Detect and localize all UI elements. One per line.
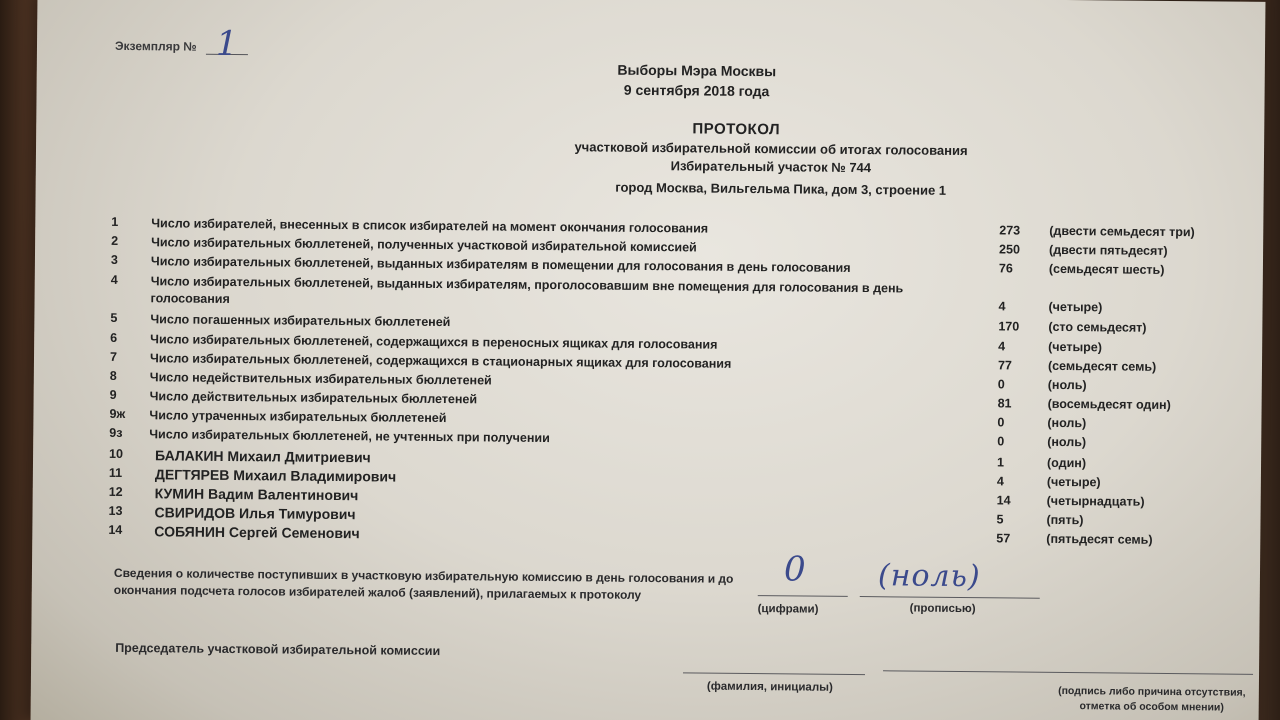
row-label: Число избирательных бюллетеней, полученных участковой избирательной комиссией: [151, 235, 697, 255]
row-number: 8: [109, 368, 117, 383]
row-value: 0: [997, 377, 1005, 392]
candidate-name: БАЛАКИН Михаил Дмитриевич: [155, 447, 371, 466]
row-number: 5: [110, 310, 118, 325]
row-number: 9з: [109, 425, 123, 440]
row-number: 11: [108, 465, 123, 480]
row-number: 2: [111, 233, 119, 248]
protocol-sheet: [31, 0, 1266, 720]
row-label: Число утраченных избирательных бюллетеней: [149, 408, 447, 426]
row-number: 12: [108, 484, 123, 499]
row-label: Число избирателей, внесенных в список избирателей на момент окончания голосования: [151, 216, 709, 236]
row-value-words: (семьдесят семь): [1047, 358, 1157, 374]
signature-caption: (подпись либо причина отсутствия, отметка об особом мнении): [1058, 684, 1246, 714]
election-title: Выборы Мэра Москвы: [617, 61, 777, 80]
row-value-words: (ноль): [1047, 434, 1087, 450]
row-value-words: (восемьдесят один): [1047, 396, 1171, 413]
complaints-text: Сведения о количестве поступивших в участковую избирательную комиссию в день голосования и до окончания подсчета голосов избирателей жалоб (заявлений), прилагаемых к протоколу: [113, 565, 734, 602]
row-number: 3: [110, 252, 118, 267]
row-value: 81: [997, 396, 1012, 411]
row-value-words: (ноль): [1047, 415, 1087, 431]
row-number: 10: [109, 446, 124, 461]
copy-label: Экземпляр №: [114, 38, 197, 54]
row-value: 4: [998, 339, 1006, 354]
copy-number-line: [114, 23, 248, 65]
protocol-subtitle: участковой избирательной комиссии об итогах голосования: [574, 139, 968, 159]
row-number: 14: [108, 522, 123, 537]
row-label: Число избирательных бюллетеней, содержащихся в переносных ящиках для голосования: [150, 332, 718, 352]
name-underline: [683, 672, 865, 675]
row-number: 13: [108, 503, 123, 518]
candidate-votes: 1: [996, 455, 1005, 470]
candidate-votes: 5: [996, 512, 1004, 527]
row-value-words: (четыре): [1048, 339, 1102, 355]
row-label: Число погашенных избирательных бюллетеней: [150, 312, 451, 330]
candidate-votes-words: (один): [1046, 455, 1087, 471]
candidate-name: КУМИН Вадим Валентинович: [154, 485, 359, 504]
copy-number-handwritten: 1: [206, 34, 248, 55]
row-value: 0: [997, 434, 1005, 449]
row-value: 0: [997, 415, 1005, 430]
name-caption: (фамилия, инициалы): [706, 680, 833, 694]
row-value-words: (двести пятьдесят): [1049, 242, 1168, 258]
candidate-votes-words: (пятьдесят семь): [1046, 531, 1153, 547]
row-label: Число избирательных бюллетеней, выданных избирателям в помещении для голосования в день голосования: [150, 254, 851, 275]
precinct-address: город Москва, Вильгельма Пика, дом 3, строение 1: [615, 179, 947, 198]
words-caption: (прописью): [909, 602, 976, 616]
row-label: Число избирательных бюллетеней, выданных избирателям, проголосовавшим вне помещения для голосования в день голосования: [150, 274, 904, 306]
row-value: 4: [998, 299, 1006, 314]
row-value-words: (ноль): [1047, 377, 1087, 393]
candidate-votes: 57: [996, 531, 1011, 546]
candidate-name: СОБЯНИН Сергей Семенович: [154, 523, 360, 542]
election-date: 9 сентября 2018 года: [623, 81, 770, 100]
digits-caption: (цифрами): [757, 603, 819, 616]
row-value-words: (двести семьдесят три): [1049, 223, 1195, 240]
protocol-title: ПРОТОКОЛ: [692, 120, 781, 139]
row-number: 9: [109, 387, 117, 402]
row-number: 7: [109, 349, 118, 364]
candidate-votes-words: (четырнадцать): [1046, 493, 1145, 509]
row-number: 6: [110, 330, 118, 345]
candidate-name: ДЕГТЯРЕВ Михаил Владимирович: [154, 466, 397, 485]
precinct-number: Избирательный участок № 744: [670, 158, 872, 176]
row-value: 170: [998, 319, 1020, 334]
digits-underline: [758, 595, 848, 597]
chairman-label: Председатель участковой избирательной комиссии: [115, 640, 441, 659]
candidate-votes-words: (пять): [1046, 512, 1084, 528]
row-value: 76: [998, 261, 1013, 276]
row-label: Число избирательных бюллетеней, не учтенных при получении: [149, 427, 550, 446]
complaints-digits-handwritten: 0: [783, 549, 806, 590]
row-label: Число действительных избирательных бюллетеней: [149, 389, 478, 407]
words-underline: [860, 596, 1040, 599]
complaints-words-handwritten: (ноль): [877, 558, 981, 595]
row-value-words: (сто семьдесят): [1048, 319, 1147, 335]
candidate-votes-words: (четыре): [1046, 474, 1101, 490]
row-number: 1: [111, 214, 119, 229]
candidate-name: СВИРИДОВ Илья Тимурович: [154, 504, 356, 523]
row-number: 9ж: [109, 406, 126, 421]
row-label: Число избирательных бюллетеней, содержащихся в стационарных ящиках для голосования: [149, 351, 732, 371]
row-value: 250: [999, 242, 1021, 257]
row-value-words: (семьдесят шесть): [1048, 261, 1165, 277]
row-number: 4: [110, 272, 118, 287]
row-value: 273: [999, 223, 1021, 238]
row-value-words: (четыре): [1048, 299, 1103, 315]
row-value: 77: [997, 358, 1012, 373]
signature-underline: [883, 670, 1253, 675]
row-label: Число недействительных избирательных бюллетеней: [149, 370, 492, 388]
candidate-votes: 4: [996, 474, 1004, 489]
candidate-votes: 14: [996, 493, 1011, 508]
